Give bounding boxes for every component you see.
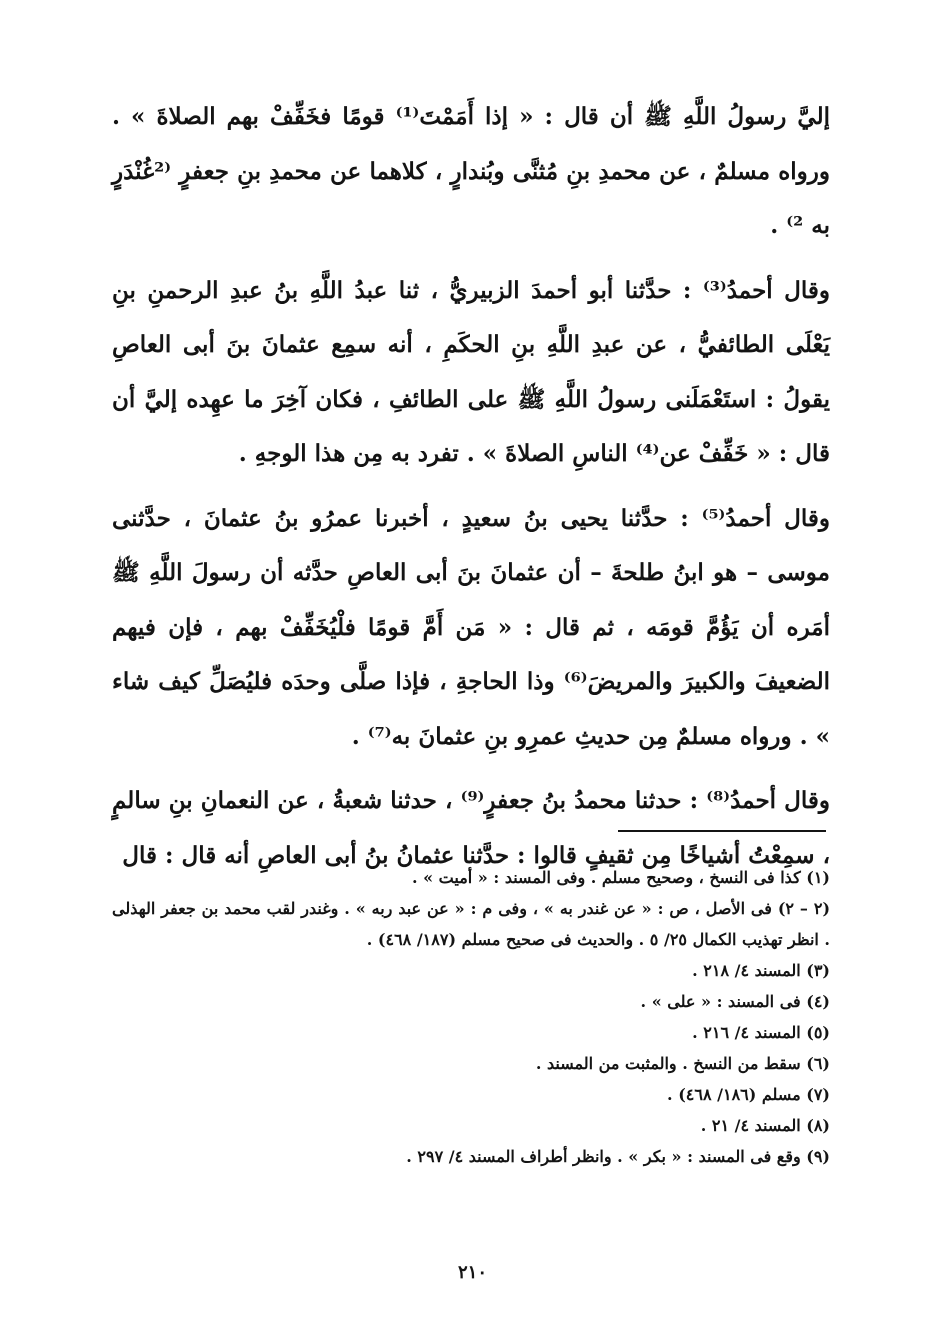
footnote-separator <box>618 830 826 832</box>
footnote-4: (٤) فى المسند : « على » . <box>640 992 830 1011</box>
footnote-2: (٢ – ٢) فى الأصل ، ص : « عن غندر به » ، وفى م : « عن عبد ربه » . وغندر لقب محمد بن جعفر الهذلى . انظر تهذيب الكمال ٢٥/ ٥ . والحديث فى صحيح مسلم (١٨٧/ ٤٦٨) . <box>112 899 831 949</box>
footnotes <box>112 862 830 1172</box>
footnote-8: (٨) المسند ٤/ ٢١ . <box>700 1116 830 1135</box>
main-text <box>112 90 830 883</box>
page-number: ٢١٠ <box>457 1262 487 1283</box>
paragraph-4: وقال أحمدُ⁽⁸⁾ : حدثنا محمدُ بنُ جعفرٍ⁽⁹⁾ ، حدثنا شعبةُ ، عن النعمانِ بنِ سالمٍ ، سمِعْتُ أشياخًا مِن ثقيفٍ قالوا : حدَّثنا عثمانُ بنُ أبى العاصِ أنه قال : قال <box>112 787 831 869</box>
paragraph-2: وقال أحمدُ⁽³⁾ : حدَّثنا أبو أحمدَ الزبيريُّ ، ثنا عبدُ اللَّهِ بنُ عبدِ الرحمنِ بنِ يَعْلَى الطائفيُّ ، عن عبدِ اللَّهِ بنِ الحكَمِ ، أنه سمِع عثمانَ بنَ أبى العاصِ يقولُ : استَعْمَلَنى رسولُ اللَّهِ ﷺ على الطائفِ ، فكان آخِرَ ما عهِده إليَّ أن قال : « خَفِّفْ عن⁽⁴⁾ الناسِ الصلاةَ » . تفرد به مِن هذا الوجهِ . <box>112 276 831 467</box>
footnote-5: (٥) المسند ٤/ ٢١٦ . <box>692 1023 830 1042</box>
footnote-6: (٦) سقط من النسخ . والمثبت من المسند . <box>535 1054 830 1073</box>
paragraph-1: إليَّ رسولُ اللَّهِ ﷺ أن قال : « إذا أَمَمْتَ⁽¹⁾ قومًا فخَفِّفْ بهم الصلاةَ » . ورواه مسلمٌ ، عن محمدِ بنِ مُثنَّى وبُندارٍ ، كلاهما عن محمدِ بنِ جعفرٍ ⁽²غُنْدَرٍ به ²⁾ . <box>112 103 830 239</box>
footnote-1: (١) كذا فى النسخ ، وصحيح مسلم . وفى المسند : « أميت » . <box>411 868 830 887</box>
footnote-9: (٩) وقع فى المسند : « بكر » . وانظر أطراف المسند ٤/ ٢٩٧ . <box>406 1147 830 1166</box>
paragraph-3: وقال أحمدُ⁽⁵⁾ : حدَّثنا يحيى بنُ سعيدٍ ، أخبرنا عمرُو بنُ عثمانَ ، حدَّثنى موسى – هو ابنُ طلحةَ – أن عثمانَ بنَ أبى العاصِ حدَّثه أن رسولَ اللَّهِ ﷺ أمَره أن يَؤُمَّ قومَه ، ثم قال : « مَن أَمَّ قومًا فلْيُخَفِّفْ بهم ، فإن فيهم الضعيفَ والكبيرَ والمريضَ⁽⁶⁾ وذا الحاجةِ ، فإذا صلَّى وحدَه فليُصَلِّ كيف شاء » . ورواه مسلمٌ مِن حديثِ عمرِو بنِ عثمانَ به⁽⁷⁾ . <box>112 504 831 750</box>
footnote-7: (٧) مسلم (١٨٦/ ٤٦٨) . <box>667 1085 830 1104</box>
footnote-3: (٣) المسند ٤/ ٢١٨ . <box>692 961 830 980</box>
